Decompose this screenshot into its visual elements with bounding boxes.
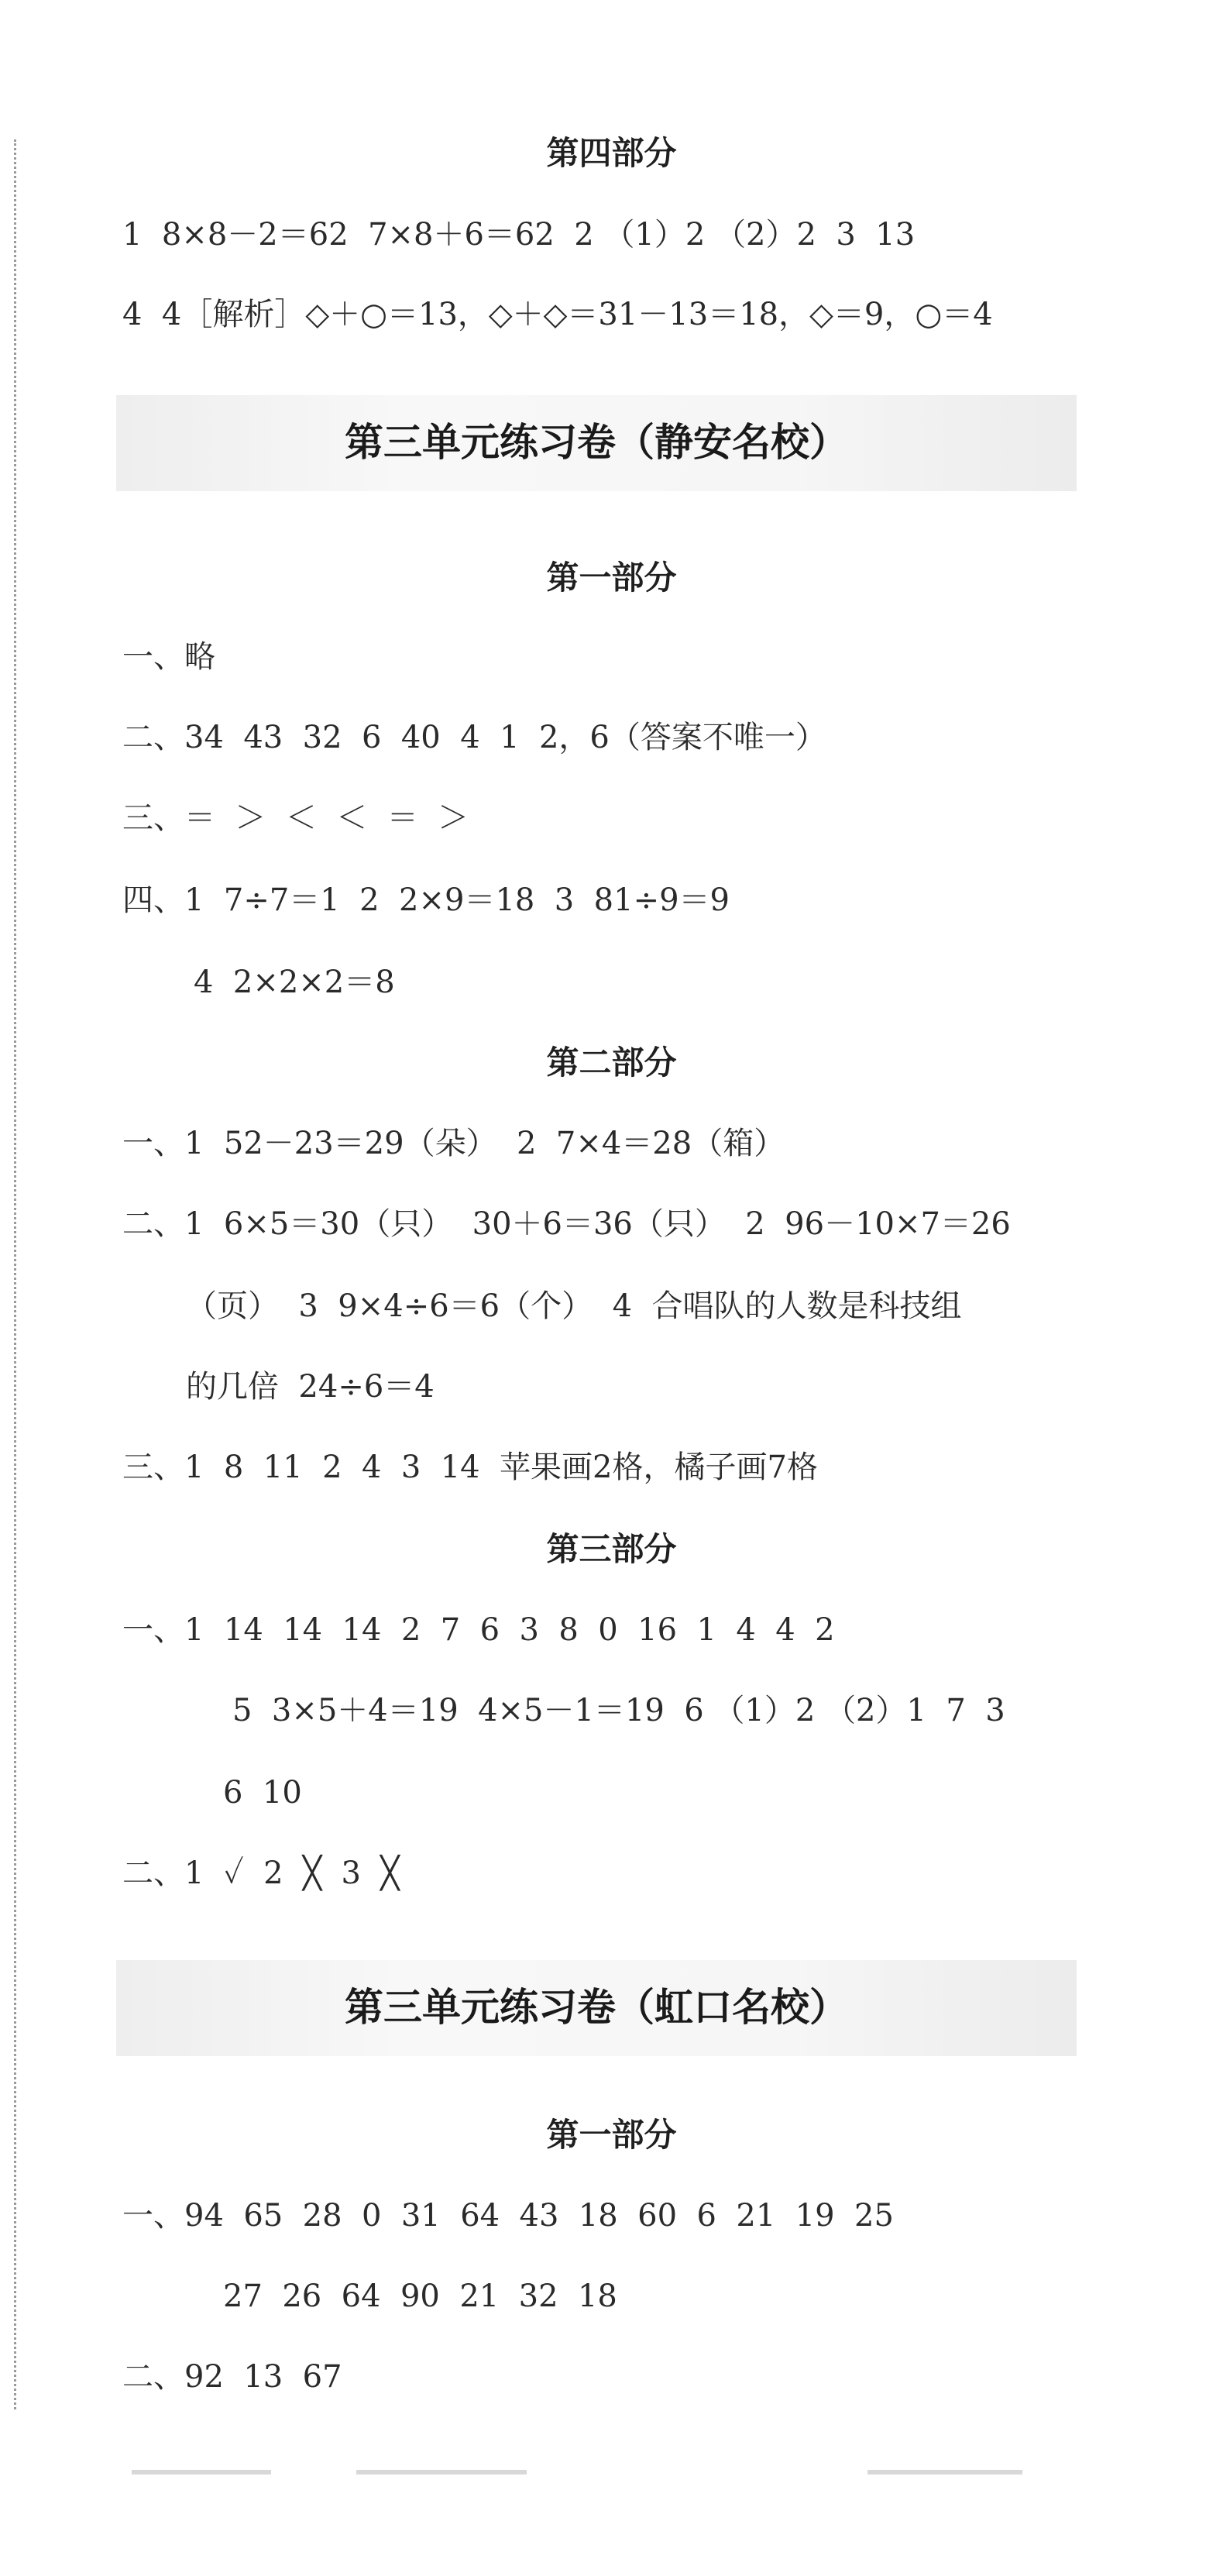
scan-smudge [132, 2470, 271, 2475]
jingan-p3-line-2: 5 3×5＋4＝19 4×5－1＝19 6 （1）2 （2）1 7 3 [232, 1693, 1005, 1728]
part4-line-2: 4 4［解析］◇＋○＝13，◇＋◇＝31－13＝18，◇＝9，○＝4 [122, 297, 993, 332]
section-banner-jingan [116, 395, 1077, 491]
jingan-p2-line-1: 一、1 52－23＝29（朵） 2 7×4＝28（箱） [122, 1126, 785, 1161]
jingan-p3-line-1: 一、1 14 14 14 2 7 6 3 8 0 16 1 4 4 2 [122, 1612, 835, 1648]
hongkou-p1-line-2: 27 26 64 90 21 32 18 [223, 2279, 617, 2314]
jingan-part2-heading: 第二部分 [546, 1044, 677, 1082]
hongkou-p1-line-3: 二、92 13 67 [122, 2359, 342, 2395]
jingan-p2-line-5: 三、1 8 11 2 4 3 14 苹果画2格，橘子画7格 [122, 1450, 818, 1485]
scan-smudge [867, 2470, 1022, 2475]
section-banner-hongkou [116, 1960, 1077, 2056]
jingan-p2-line-2: 二、1 6×5＝30（只） 30＋6＝36（只） 2 96－10×7＝26 [122, 1206, 1011, 1242]
jingan-p1-line-1: 一、略 [122, 639, 215, 675]
jingan-p1-line-5: 4 2×2×2＝8 [194, 965, 395, 1000]
part4-heading: 第四部分 [546, 134, 677, 172]
scan-smudge [356, 2470, 527, 2475]
jingan-part3-heading: 第三部分 [546, 1530, 677, 1568]
jingan-p3-line-3: 6 10 [223, 1775, 302, 1811]
jingan-p1-line-2: 二、34 43 32 6 40 4 1 2，6（答案不唯一） [122, 720, 826, 755]
jingan-p3-line-4: 二、1 ✓ 2 ╳ 3 ╳ [122, 1855, 400, 1891]
jingan-p2-line-4: 的几倍 24÷6＝4 [186, 1369, 435, 1405]
part4-line-1: 1 8×8－2＝62 7×8＋6＝62 2 （1）2 （2）2 3 13 [122, 217, 916, 253]
jingan-part1-heading: 第一部分 [546, 559, 677, 597]
jingan-p2-line-3: （页） 3 9×4÷6＝6（个） 4 合唱队的人数是科技组 [186, 1288, 962, 1324]
jingan-p1-line-3: 三、＝ ＞ ＜ ＜ ＝ ＞ [122, 800, 469, 836]
hongkou-p1-line-1: 一、94 65 28 0 31 64 43 18 60 6 21 19 25 [122, 2198, 894, 2234]
section-title-jingan: 第三单元练习卷（静安名校） [345, 420, 848, 465]
section-title-hongkou: 第三单元练习卷（虹口名校） [345, 1985, 848, 2030]
jingan-p1-line-4: 四、1 7÷7＝1 2 2×9＝18 3 81÷9＝9 [122, 882, 730, 918]
hongkou-part1-heading: 第一部分 [546, 2116, 677, 2154]
